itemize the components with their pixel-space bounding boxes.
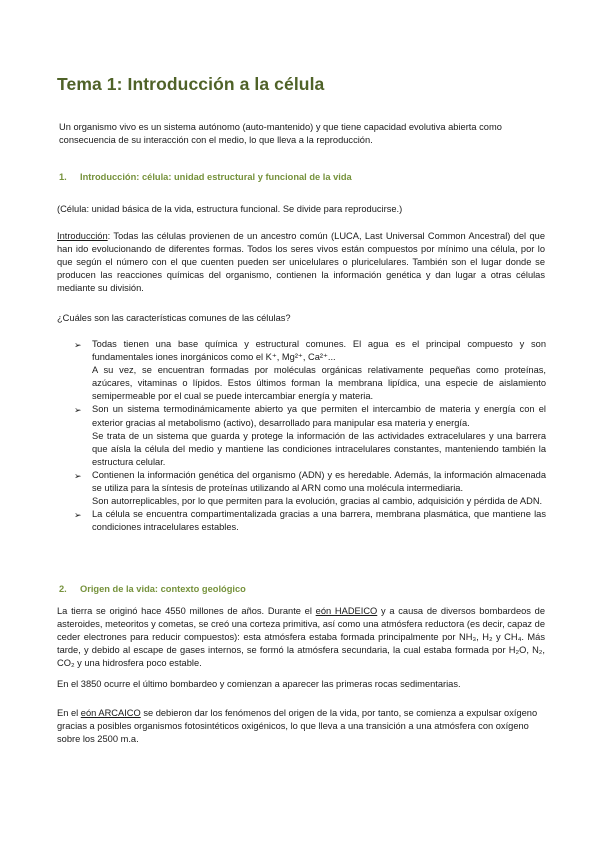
archaean-text-end: se debieron dar los fenómenos del origen de la vida, por tanto, se comienza a expulsar oxígeno gracias a posibles organismos fotosintéticos oxigénicos, lo que lleva a una transición a una atmósfera con oxígeno sobre los 2500 m.a. [57, 708, 538, 745]
introduction-paragraph [57, 230, 545, 295]
list-item-continuation: Se trata de un sistema que guarda y protege la información de las actividades extracelulares y una barrera que aísla la célula del medio y mantiene las condiciones intracelulares constantes, manteniendo también la estructura celular. [92, 430, 546, 467]
introduction-text: : Todas las células provienen de un ancestro común (LUCA, Last Universal Common Ancestral) del que han ido evolucionando de diferentes formas. Todos los seres vivos están compuestos por mínimo una célula, por lo que según el número con el que cuenten pueden ser unicelulares o pluricelulares. También son el lugar donde se producen las reacciones químicas del organismo, contienen la información genética y dan lugar a otras células mediante su división. [57, 231, 545, 294]
cell-definition: (Célula: unidad básica de la vida, estructura funcional. Se divide para reproducirse.) [57, 204, 403, 214]
section-1-title: Introducción: célula: unidad estructural y funcional de la vida [80, 172, 352, 182]
list-item-continuation: A su vez, se encuentran formadas por moléculas orgánicas relativamente pequeñas como proteínas, azúcares, vitaminas o lípidos. Estos últimos forman la membrana lipídica, una especie de aislamiento semipermeable por el cual se puede intercambiar energía y materia. [92, 365, 546, 402]
eon-arcaico-label: eón ARCAICO [80, 708, 141, 718]
archaean-text-start: En el [57, 708, 81, 718]
list-item-continuation: Son autorreplicables, por lo que permiten para la evolución, gracias al cambio, adquisición y pérdida de ADN. [92, 496, 543, 507]
characteristics-question: ¿Cuáles son las características comunes de las células? [57, 313, 291, 323]
section-1-number: 1. [59, 172, 67, 182]
geology-paragraph [57, 605, 545, 670]
list-item-text: Todas tienen una base química y estructural comunes. El agua es el principal compuesto y son fundamentales iones inorgánicos como el K⁺, Mg²⁺, Ca²⁺... [92, 339, 546, 363]
list-item [74, 338, 546, 403]
section-2-heading [59, 584, 246, 594]
list-item-text: Son un sistema termodinámicamente abierto ya que permiten el intercambio de materia y energía con el exterior gracias al metabolismo (activo), desarrollado para manipular esa materia y energía. [92, 404, 546, 428]
arrow-bullet-icon: ➢ [74, 510, 82, 521]
geology-text-end: y a causa de diversos bombardeos de asteroides, meteoritos y cometas, se creó una corteza primitiva, así como una atmósfera reductora (es decir, capaz de ceder electrones para reducir compuestos): esta atmósfera estaba formada principalmente por NH₃, H₂ y CH₄. Más tarde, y debido al escape de gases internos, se formó la atmósfera secundaria, la cual estaba formada por H₂O, N₂, CO₂ y una hidrosfera poco estable. [57, 606, 546, 669]
section-2-number: 2. [59, 584, 67, 594]
archaean-paragraph [57, 707, 545, 746]
introduction-label: Introducción [57, 231, 108, 241]
list-item [74, 403, 546, 468]
section-1-heading [59, 172, 352, 182]
characteristics-list [74, 338, 546, 534]
eon-hadeico-label: eón HADEICO [315, 606, 378, 616]
page-title: Tema 1: Introducción a la célula [57, 74, 325, 94]
geology-text-start: La tierra se originó hace 4550 millones de años. Durante el [57, 606, 316, 616]
arrow-bullet-icon: ➢ [74, 470, 82, 481]
list-item [74, 508, 546, 534]
section-2-title: Origen de la vida: contexto geológico [80, 584, 246, 594]
arrow-bullet-icon: ➢ [74, 340, 82, 350]
list-item-text: La célula se encuentra compartimentalizada gracias a una barrera, membrana plasmática, que mantiene las condiciones intracelulares estables. [92, 509, 546, 533]
intro-paragraph: Un organismo vivo es un sistema autónomo (auto-mantenido) y que tiene capacidad evolutiva abierta como consecuencia de su interacción con el medio, lo que lleva a la reproducción. [59, 122, 502, 146]
list-item [74, 469, 546, 508]
arrow-bullet-icon: ➢ [74, 405, 82, 416]
bombardment-paragraph: En el 3850 ocurre el último bombardeo y comienzan a aparecer las primeras rocas sedimentarias. [57, 679, 461, 689]
list-item-text: Contienen la información genética del organismo (ADN) y es heredable. Además, la información almacenada se utiliza para la síntesis de proteínas utilizando al ARN como una molécula intermediaria. [92, 469, 546, 494]
